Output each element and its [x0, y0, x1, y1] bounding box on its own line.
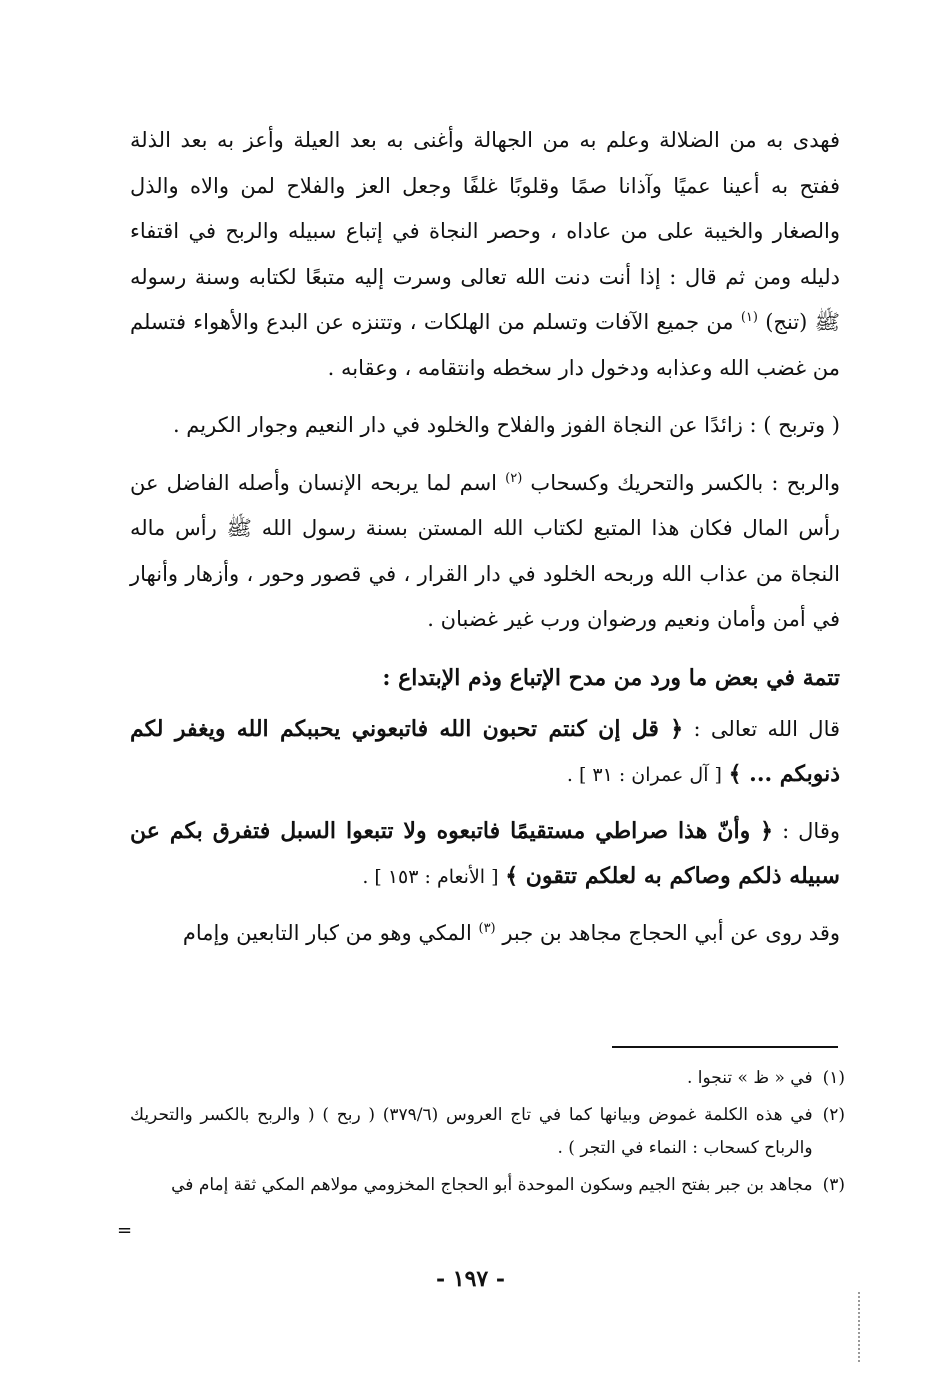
footnote-3-number: (٣) [822, 1175, 845, 1195]
continuation-mark: = [117, 1220, 133, 1241]
paragraph-last-before: وقد روى عن أبي الحجاج مجاهد بن جبر [502, 920, 840, 945]
main-text [130, 118, 840, 968]
footnote-2-number: (٢) [822, 1105, 845, 1125]
footnote-3 [130, 1169, 845, 1202]
footnote-1 [130, 1062, 845, 1095]
footnote-1-number: (١) [822, 1068, 845, 1088]
quote-1-intro: قال الله تعالى : [693, 716, 841, 741]
scan-edge-mark [858, 1292, 860, 1362]
quote-1 [130, 707, 840, 799]
footnote-ref-3[interactable]: (٣) [478, 920, 496, 936]
footnote-2 [130, 1099, 845, 1165]
paragraph-3 [130, 461, 840, 643]
paragraph-last [130, 911, 840, 957]
quote-1-verse: ﴿ قل إن كنتم تحبون الله فاتبعوني يحببكم الله ويغفر لكم ذنوبكم ... ﴾ [130, 715, 840, 787]
footnote-ref-2[interactable]: (٢) [505, 470, 523, 486]
footnote-2-text: في هذه الكلمة غموض وبيانها كما في تاج العروس (٣٧٩/٦) ( ربح ) ( والربح بالكسر والتحريك والرباح كسحاب : النماء في التجر ) . [130, 1105, 813, 1158]
paragraph-last-after: المكي وهو من كبار التابعين وإمام [182, 920, 472, 945]
page-number: - ١٩٧ - [435, 1266, 506, 1292]
paragraph-1-text: فهدى به من الضلالة وعلم به من الجهالة وأغنى به بعد العيلة وأعز به بعد الذلة ففتح به أعينا عميًا وآذانا صمًا وقلوبًا غلفًا وجعل العز والفلاح لمن والاه والذل والصغار والخيبة على من عاداه ، وحصر النجاة في إتباع سبيله والربح في اقتفاء دليله ومن ثم قال : إذا أنت دنت الله تعالى وسرت إليه متبعًا لكتابه وسنة رسوله ﷺ (تنج) [130, 128, 840, 334]
footnote-separator [612, 1046, 838, 1048]
quote-2-ref: [ الأنعام : ١٥٣ ] . [362, 866, 499, 888]
quote-2-intro: وقال : [782, 818, 841, 843]
footnotes [130, 1062, 845, 1206]
paragraph-1b-text: من جميع الآفات وتسلم من الهلكات ، وتتنزه عن البدع والأهواء فتسلم من غضب الله وعذابه ودخول دار سخطه وانتقامه ، وعقابه . [130, 310, 840, 380]
footnote-1-text: في « ظ » تنجوا . [686, 1068, 813, 1088]
quote-2 [130, 809, 840, 901]
quote-1-ref: [ آل عمران : ٣١ ] . [566, 764, 722, 786]
footnote-ref-1[interactable]: (١) [740, 310, 758, 325]
paragraph-1 [130, 118, 840, 391]
footnote-3-text: مجاهد بن جبر بفتح الجيم وسكون الموحدة أبو الحجاج المخزومي مولاهم المكي ثقة إمام في [171, 1175, 813, 1195]
paragraph-2 [130, 403, 840, 449]
paragraph-3-text: والربح : بالكسر والتحريك وكسحاب [530, 470, 840, 495]
section-heading: تتمة في بعض ما ورد من مدح الإتباع وذم الإبتداع : [382, 664, 840, 691]
quote-2-verse: ﴿ وأنّ هذا صراطي مستقيمًا فاتبعوه ولا تتبعوا السبل فتفرق بكم عن سبيله ذلكم وصاكم به لعلكم تتقون ﴾ [130, 817, 840, 889]
paragraph-2-text: ( وتربح ) : زائدًا عن النجاة الفوز والفلاح والخلود في دار النعيم وجوار الكريم . [172, 413, 840, 437]
paragraph-3b-text: اسم لما يربحه الإنسان وأصله الفاضل عن رأس المال فكان هذا المتبع لكتاب الله المستن بسنة رسول الله ﷺ رأس ماله النجاة من عذاب الله وربحه الخلود في دار القرار ، في قصور وحور ، وأزهار وأنهار في أمن وأمان ونعيم ورضوان ورب غير غضبان . [130, 470, 840, 631]
